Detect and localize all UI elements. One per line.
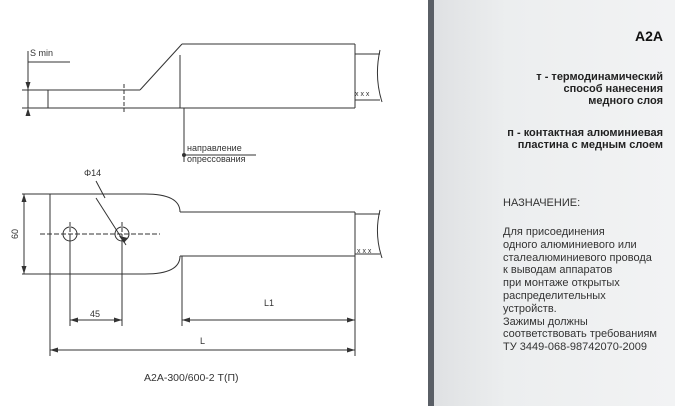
section-title: НАЗНАЧЕНИЕ: [503,197,581,209]
s-min-label: S min [30,48,54,58]
dimension-l-label: L [200,336,206,346]
dimension-45-label: 45 [90,309,101,319]
break-marks-top: x x x [355,91,370,98]
dimension-l1-label: L1 [264,298,275,308]
t-description-line1: т - термодинамический [536,71,663,83]
t-description [536,71,663,107]
t-description-line2: способ нанесения [563,83,663,95]
p-description-line1: п - контактная алюминиевая [507,127,663,139]
drawing-caption: А2А-300/600-2 Т(П) [144,372,239,384]
p-description [507,127,663,151]
break-marks-bottom: x x x [357,248,372,255]
dimension-60-label: 60 [10,228,20,239]
product-title: А2А [634,28,663,44]
crimp-direction-line2: опрессования [187,154,246,164]
crimp-direction-line1: направление [187,143,242,153]
hole-diameter-label: Φ14 [84,168,102,178]
t-description-line3: медного слоя [588,95,663,107]
purpose-text: Для присоединения одного алюминиевого или сталеалюминиевого провода к выводам аппаратов при монтаже открытых распределительных устройств. Зажимы должны соответствовать требованиям ТУ 3449-068-98742070-2009 [503,226,657,354]
p-description-line2: пластина с медным слоем [517,139,663,151]
